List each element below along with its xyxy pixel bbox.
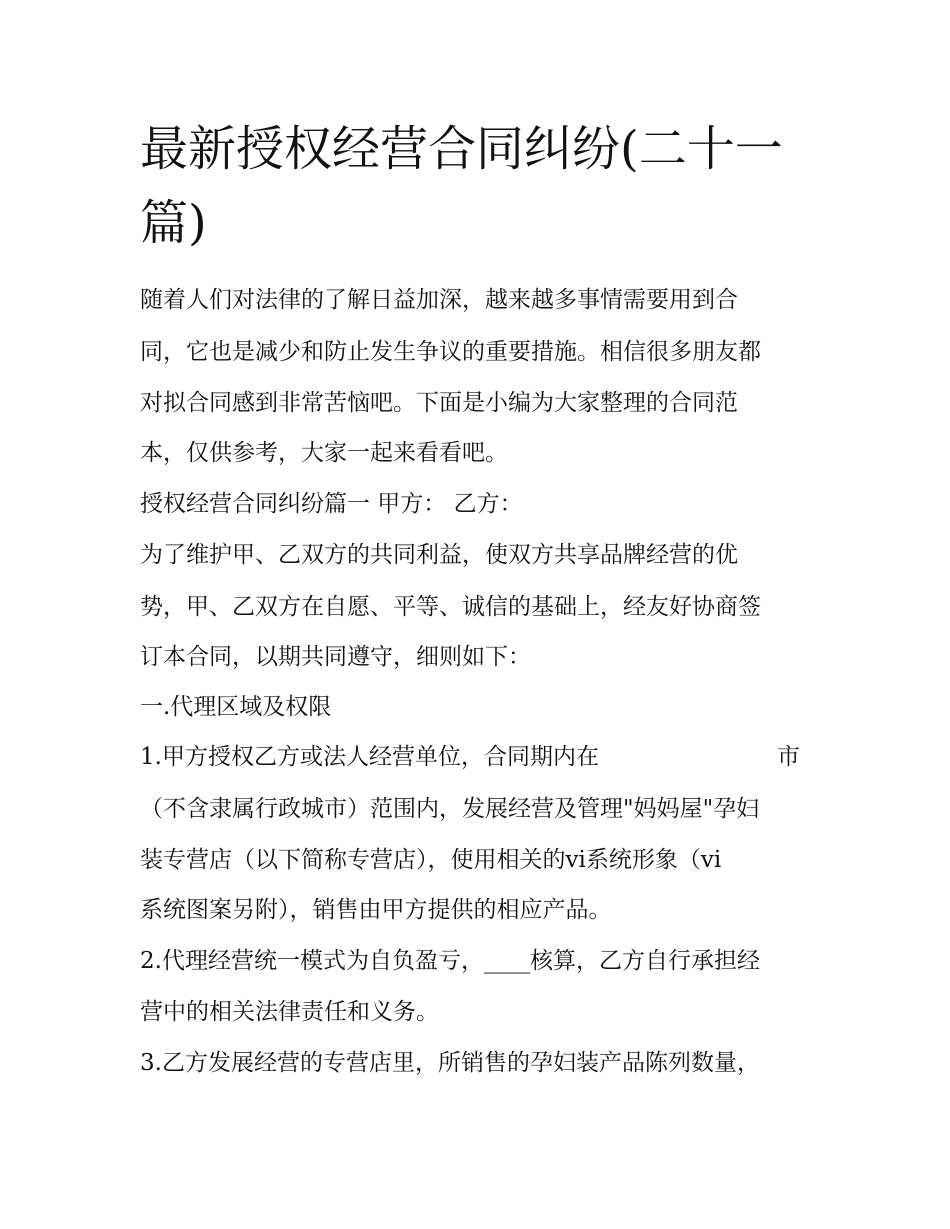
body-line: （不含隶属行政城市）范围内，发展经营及管理"妈妈屋"孕妇 bbox=[140, 796, 760, 822]
body-line: 同，它也是减少和防止发生争议的重要措施。相信很多朋友都 bbox=[140, 339, 761, 365]
city-suffix: 市 bbox=[777, 744, 800, 770]
body-line: 系统图案另附），销售由甲方提供的相应产品。 bbox=[140, 897, 612, 923]
body-line: 对拟合同感到非常苦恼吧。下面是小编为大家整理的合同范 bbox=[140, 390, 738, 416]
body-line: 2.代理经营统一模式为自负盈亏，____核算，乙方自行承担经 bbox=[140, 948, 760, 974]
title-line-1: 最新授权经营合同纠纷(二十一 bbox=[140, 121, 783, 177]
body-line: 为了维护甲、乙双方的共同利益，使双方共享品牌经营的优 bbox=[140, 542, 738, 568]
body-line: 装专营店（以下简称专营店），使用相关的vi系统形象（vi bbox=[140, 847, 722, 873]
body-line: 势，甲、乙双方在自愿、平等、诚信的基础上，经友好协商签 bbox=[140, 594, 761, 620]
body-line bbox=[140, 740, 830, 774]
body-line: 3.乙方发展经营的专营店里，所销售的孕妇装产品陈列数量， bbox=[140, 1050, 760, 1076]
clause-1-text: 1.甲方授权乙方或法人经营单位，合同期内在 bbox=[140, 744, 599, 770]
body-line: 本，仅供参考，大家一起来看看吧。 bbox=[140, 440, 508, 466]
title-line-2: 篇) bbox=[140, 195, 207, 251]
section-heading: 授权经营合同纠纷篇一 甲方： 乙方： bbox=[140, 491, 523, 517]
document-title bbox=[140, 112, 830, 260]
body-line: 营中的相关法律责任和义务。 bbox=[140, 999, 439, 1025]
clause-heading: 一.代理区域及权限 bbox=[140, 694, 332, 720]
body-line: 订本合同，以期共同遵守，细则如下： bbox=[140, 644, 531, 670]
body-line: 随着人们对法律的了解日益加深，越来越多事情需要用到合 bbox=[140, 287, 738, 313]
